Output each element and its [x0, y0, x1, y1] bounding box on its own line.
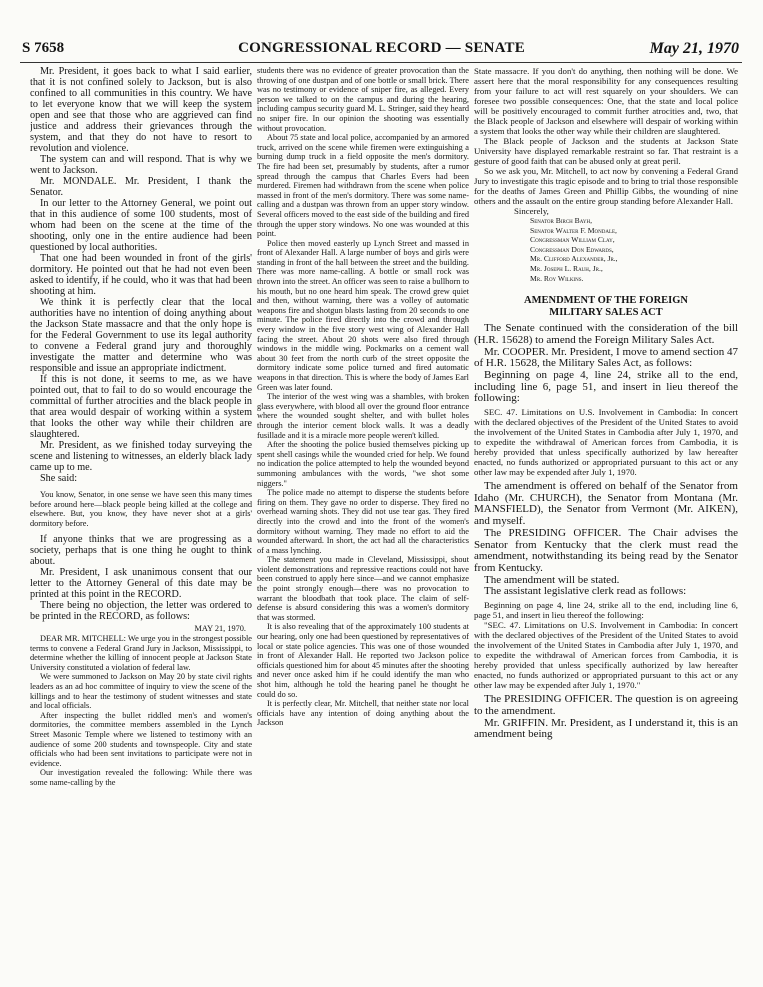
letter-paragraph: We were summoned to Jackson on May 20 by state civil rights leaders as an ad hoc committee of inquiry to view the scene of the killings and to hear the testimony of student witnesses and state and local officials. — [30, 672, 252, 711]
paragraph: That one had been wounded in front of the girls' dormitory. He pointed out that he had not even been asked to identify, if he could, who it was that had been shooting at him. — [30, 253, 252, 297]
signatory: Mr. Roy Wilkins. — [530, 273, 584, 283]
page-number: S 7658 — [22, 40, 65, 56]
signatory: Senator Walter F. Mondale, — [530, 225, 617, 235]
letter-paragraph: State massacre. If you don't do anything, then nothing will be done. We assert here that the moral responsibility for any consequences resulting from your failure to act will rest squarely on your shoulders. We can foresee two possible consequences: One, that the state and local police will be positively encouraged to commit further atrocities and, two, that the Black people of Jackson and elsewhere will despair of working within a system that looks the other way while their children are slaughtered. — [474, 66, 738, 136]
clerk-text: "SEC. 47. Limitations on U.S. Involvement in Cambodia: In concert with the declared objectives of the President of the United States to avoid the involvement of the United States in Cambodia after July 1, 1970, and to expedite the withdrawal of American forces from Cambodia, it is hereby provided that unless specifically authorized by law hereafter enacted, no funds authorized or appropriated pursuant to this act or any other law may be expended after July 1, 1970." — [474, 620, 738, 691]
letter-paragraph: Police then moved easterly up Lynch Street and massed in front of Alexander Hall. A large number of boys and girls were standing in front of the hall between the street and the building. There was more name-calling. A bottle or small rock was thrown into the street. An officer was seen to raise a bullhorn to his mouth, but no one heard him speak. The crowd grew quiet and then, without warning, there was a volley of automatic weapons fire and shotgun blasts lasting from 20 seconds to one minute. The police fired directly into the crowd and through every window in the five story west wing of Alexander Hall facing the street. About 20 shots were also fired through windows in the middle wing. Pockmarks on a cement wall about 30 feet from the north curb of the street opposite the dormitory indicate some police turned and fired automatic weapons in that direction. This is where the body of James Earl Green was later found. — [257, 238, 469, 392]
section-heading — [474, 295, 738, 319]
signatory: Senator Birch Bayh, — [530, 216, 592, 225]
letter-paragraph: It is also revealing that of the approximately 100 students at our hearing, only one had been questioned by representatives of local or state police agencies. This was one of those wounded in front of Alexander Hall. He reported two Jackson police officials questioned him for about 45 minutes after the shooting and never once asked him if he could identify the man who shot him, although he told the hearing panel he thought he could do so. — [257, 622, 469, 699]
column-3 — [474, 66, 738, 981]
paragraph: Mr. COOPER. Mr. President, I move to amend section 47 of H.R. 15628, the Military Sales Act, as follows: — [474, 345, 738, 370]
issue-date: May 21, 1970 — [649, 40, 739, 57]
letter-closing: Sincerely, — [514, 206, 549, 216]
signatory-list — [530, 216, 738, 283]
letter-paragraph: So we ask you, Mr. Mitchell, to act now by convening a Federal Grand Jury to investigate this tragic episode and to bring to trial those responsible for the deaths of James Green and Phillip Gibbs, the wounding of nine others and the assault on the entire group standing before Alexander Hall. — [474, 166, 738, 206]
paragraph: She said: — [40, 473, 78, 484]
paragraph: Mr. President, it goes back to what I said earlier, that it is not confined solely to Jackson, but is also confined to all communities in this country. We have to let everyone know that we will keep the system open and see that those who are aggrieved can find justice and address their grievances through the system, and that they do not have to resort to revolution and violence. — [30, 66, 252, 154]
letter-paragraph: After the shooting the police busied themselves picking up spent shell casings while the wounded cried for help. We found no indication the police attempted to help the wounded beyond summoning ambulances with the words, "we shot some niggers." — [257, 440, 469, 488]
amendment-text: SEC. 47. Limitations on U.S. Involvement in Cambodia: In concert with the declared objectives of the President of the United States to avoid the involvement of the United States in Cambodia after July 1, 1970, and to expedite the withdrawal of American forces from Cambodia, it is hereby provided that unless specifically authorized by law hereafter enacted, no funds authorized or appropriated pursuant to this act or any other law may be expended after July 1, 1970. — [474, 407, 738, 478]
publication-title: CONGRESSIONAL RECORD — SENATE — [238, 40, 525, 56]
column-2 — [257, 66, 469, 981]
letter-paragraph: After inspecting the bullet riddled men's and women's dormitories, the committee members assembled in the Lynch Street Masonic Temple where we listened to testimony with an audience of some 200 students and townspeople. City and state officials who had been sent invitations to participate were not in evidence. — [30, 710, 252, 768]
paragraph: Mr. President, I ask unanimous consent that our letter to the Attorney General of this date may be printed at this point in the RECORD. — [30, 567, 252, 601]
letter-paragraph: Our investigation revealed the following: While there was some name-calling by the — [30, 768, 252, 787]
paragraph: If anyone thinks that we are progressing as a society, perhaps that is one thing he ought to think about. — [30, 534, 252, 568]
page-header — [0, 40, 763, 62]
paragraph: The system can and will respond. That is why we went to Jackson. — [30, 154, 252, 176]
letter-paragraph: About 75 state and local police, accompanied by an armored truck, arrived on the scene while firemen were extinguishing a burning dump truck in a field opposite the men's dormitory. The fire had been set, presumably by students, after a rumor spread through the campus that Charles Evers had been murdered. Firemen had withdrawn from the scene when police massed in front of the men's dormitory. There was some name-calling and a dustpan was thrown from an upper story window. Several officers moved to the east side of the building and fired through the upper story windows. No one was wounded at this point. — [257, 133, 469, 239]
paragraph: We think it is perfectly clear that the local authorities have no intention of doing anything about the Jackson State massacre and that the only hope is for the Federal Government to use its legal authority to convene a Federal grand jury and thoroughly investigate the matter and determine who was responsible and issue an appropriate indictment. — [30, 297, 252, 374]
letter-paragraph: DEAR MR. MITCHELL: We urge you in the strongest possible terms to convene a Federal Grand Jury in Jackson, Mississippi, to determine whether the killing of innocent people at Jackson State University constituted a violation of federal law. — [30, 633, 252, 672]
section-heading-line: MILITARY SALES ACT — [549, 307, 663, 319]
letter-paragraph: The interior of the west wing was a shambles, with broken glass everywhere, with blood all over the ground floor entrance where the wounded sought shelter, and with bullet holes through the interior cement block walls. It was a deadly fusillade and it is a miracle more people weren't killed. — [257, 392, 469, 440]
letter-date: MAY 21, 1970. — [194, 624, 246, 634]
paragraph: The PRESIDING OFFICER. The question is on agreeing to the amendment. — [474, 693, 738, 717]
signatory: Mr. Joseph L. Rauh, Jr., — [530, 263, 603, 273]
block-quote — [30, 490, 252, 528]
letter-paragraph: The police made no attempt to disperse the students before firing on them. They gave no order to disperse. They fired no overhead warning shots. They did not use tear gas. They fired directly into the crowd and into the front of the women's dormitory without warning. They made no effort to aid the wounded afterward. In short, the act had all the characteristics of a mass lynching. — [257, 488, 469, 555]
paragraph: In our letter to the Attorney General, we point out that in this audience of some 100 students, most of whom had been on the scene at the time of the shooting, only one in the entire audience had been questioned by local authorities. — [30, 198, 252, 253]
paragraph: The amendment will be stated. — [484, 573, 620, 586]
paragraph: Mr. President, as we finished today surveying the scene and listening to witnesses, an elderly black lady came up to me. — [30, 440, 252, 473]
paragraph: There being no objection, the letter was ordered to be printed in the RECORD, as follows: — [30, 600, 252, 623]
quote-text: You know, Senator, in one sense we have seen this many times before around here—black people being killed at the college and elsewhere. But, you know, they have never shot at a girls' dormitory before. — [30, 490, 252, 528]
section-heading-line: AMENDMENT OF THE FOREIGN — [523, 295, 689, 307]
signatory: Mr. Clifford Alexander, Jr., — [530, 254, 618, 264]
paragraph: If this is not done, it seems to me, as we have pointed out, that to fail to do so would encourage the committal of further atrocities and the black people in that area would despair of working within a system that looks the other way while their children are slaughtered. — [30, 374, 252, 440]
signatory: Congressman Don Edwards, — [530, 244, 614, 254]
clerk-text: Beginning on page 4, line 24, strike all to the end, including line 6, page 51, and insert in lieu thereof the following: — [474, 600, 738, 621]
letter-paragraph: It is perfectly clear, Mr. Mitchell, that neither state nor local officials have any intention of doing anything about the Jackson — [257, 699, 469, 728]
paragraph: Mr. GRIFFIN. Mr. President, as I understand it, this is an amendment being — [474, 716, 738, 741]
letter-paragraph: The Black people of Jackson and the students at Jackson State University have displayed remarkable restraint so far. That restraint is a gesture of good faith that can be abused only at great peril. — [474, 136, 738, 166]
paragraph: The Senate continued with the consideration of the bill (H.R. 15628) to amend the Foreign Military Sales Act. — [474, 322, 738, 346]
letter-paragraph: students there was no evidence of greater provocation than the throwing of one dustpan and of one bottle or small brick. There was no testimony or evidence of sniper fire, as alleged. Every person we talked to on the campus and during the hearing, including campus security guard M. L. Stringer, said they heard no sniper fire. In our opinion the shooting was essentially without provocation. — [257, 66, 469, 133]
signatory: Congressman William Clay, — [530, 235, 615, 245]
letter-paragraph: The statement you made in Cleveland, Mississippi, shout violent demonstrations and repressive reactions could not have been construed to apply here since—and we cannot emphasize the point strongly enough—there was no provocation to warrant the bloodbath that took place. The claim of self-defense is absurd considering this was a women's dormitory that was stormed. — [257, 555, 469, 622]
paragraph: The assistant legislative clerk read as follows: — [484, 585, 687, 598]
paragraph: Beginning on page 4, line 24, strike all to the end, including line 6, page 51, and insert in lieu thereof the following: — [474, 368, 738, 405]
paragraph: The amendment is offered on behalf of the Senator from Idaho (Mr. CHURCH), the Senator from Montana (Mr. MANSFIELD), the Senator from Vermont (Mr. AIKEN), and myself. — [474, 480, 738, 528]
paragraph: The PRESIDING OFFICER. The Chair advises the Senator from Kentucky that the clerk must read the amendment, notwithstanding its being read by the Senator from Kentucky. — [474, 526, 738, 574]
column-1 — [30, 66, 252, 981]
paragraph: Mr. MONDALE. Mr. President, I thank the Senator. — [30, 176, 252, 198]
header-rule — [20, 62, 742, 63]
